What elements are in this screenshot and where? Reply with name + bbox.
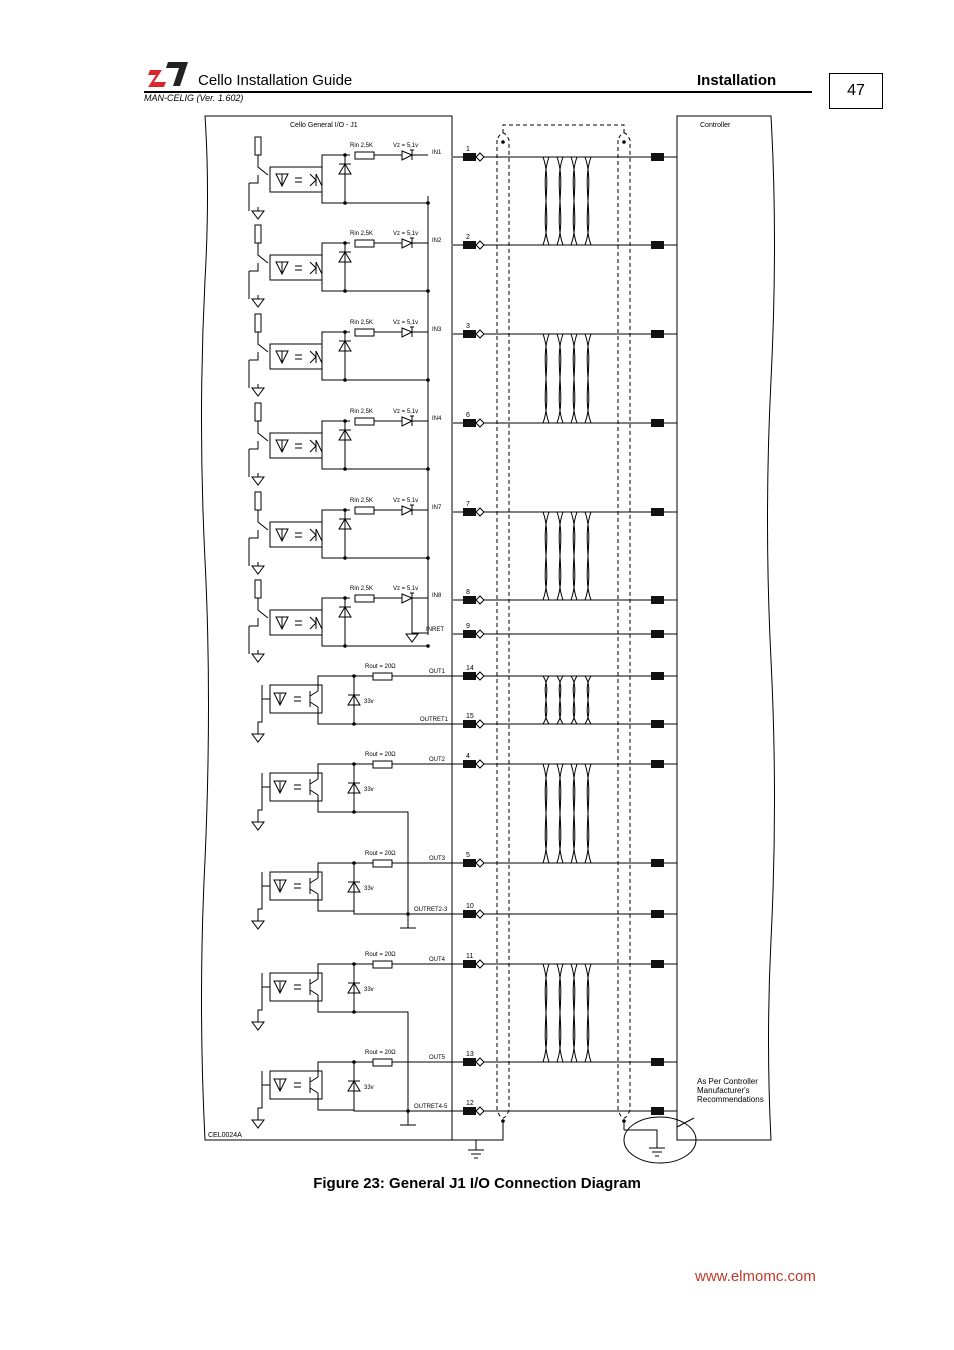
ground-wire <box>258 713 262 730</box>
signal-label: IN1 <box>432 150 442 156</box>
led-icon <box>276 351 288 363</box>
connector-pin <box>463 596 476 604</box>
twisted-pair <box>571 964 577 1062</box>
resistor-wire <box>258 332 268 352</box>
output-transistor-icon <box>310 878 318 894</box>
note-line-1: As Per Controller <box>697 1077 758 1086</box>
vz-label: Vz = 5,1v <box>393 320 419 326</box>
vz-label: Vz = 5,1v <box>393 143 419 149</box>
note-line-3: Recommendations <box>697 1095 764 1104</box>
rin-label: Rin 2,5K <box>350 231 374 237</box>
controller-pin <box>651 760 664 768</box>
output-wire <box>318 1062 373 1077</box>
led-icon <box>276 262 288 274</box>
controller-pin <box>651 596 664 604</box>
connector-pin <box>463 630 476 638</box>
pin-number: 3 <box>466 323 470 330</box>
output-optocoupler-box <box>270 1071 322 1099</box>
opto-input-wire <box>262 973 270 1001</box>
signal-label: IN4 <box>432 416 442 422</box>
ground-wire <box>258 1099 262 1116</box>
led-icon <box>276 617 288 629</box>
optocoupler-box <box>270 522 322 547</box>
pull-resistor <box>255 314 261 332</box>
shield-drain <box>476 1121 503 1140</box>
controller-pin <box>651 859 664 867</box>
document-id: MAN-CELIG (Ver. 1.602) <box>144 93 244 103</box>
ground-icon <box>252 207 264 219</box>
ground-wire <box>258 900 262 917</box>
led-icon <box>276 529 288 541</box>
junction-dot <box>352 1010 356 1014</box>
opto-input-wire <box>262 1071 270 1099</box>
controller-pin <box>651 241 664 249</box>
twisted-pair <box>571 157 577 245</box>
output-resistor <box>373 1059 392 1066</box>
optocoupler-box <box>270 433 322 458</box>
connector-pin <box>463 330 476 338</box>
signal-label: OUTRET1 <box>420 717 449 723</box>
pin-number: 5 <box>466 852 470 859</box>
pin-number: 11 <box>466 953 474 960</box>
ground-icon <box>252 562 264 574</box>
pin-number: 10 <box>466 903 474 910</box>
output-optocoupler-box <box>270 685 322 713</box>
rout-label: Rout = 20Ω <box>365 952 396 958</box>
led-icon <box>274 981 286 993</box>
connector-socket <box>476 241 484 249</box>
twisted-pair <box>557 676 563 724</box>
connector-pin <box>463 672 476 680</box>
controller-pin <box>651 1058 664 1066</box>
photo-transistor-icon <box>310 440 322 452</box>
connector-pin <box>463 241 476 249</box>
twisted-pair <box>543 157 549 245</box>
pull-resistor <box>255 225 261 243</box>
ground-wire <box>249 530 258 566</box>
zener-label: 33v <box>364 886 374 892</box>
protection-diode-icon <box>339 598 351 646</box>
junction-dot <box>426 644 430 648</box>
signal-label: OUTRET4-5 <box>414 1104 448 1110</box>
input-resistor <box>355 240 374 247</box>
j1-io-connection-diagram <box>196 110 796 1170</box>
junction-dot <box>352 810 356 814</box>
twisted-pair <box>585 676 591 724</box>
header-rule <box>144 91 812 93</box>
light-arrow-icon <box>294 884 301 888</box>
light-arrow-icon <box>295 266 302 270</box>
connector-pin <box>463 1058 476 1066</box>
output-zener-icon <box>348 764 360 812</box>
output-transistor-icon <box>310 691 318 707</box>
opto-wire <box>322 155 350 203</box>
rin-label: Rin 2,5K <box>350 586 374 592</box>
input-resistor <box>355 152 374 159</box>
led-icon <box>274 1079 286 1091</box>
output-optocoupler-box <box>270 973 322 1001</box>
page-number: 47 <box>847 82 865 99</box>
photo-transistor-icon <box>310 529 322 541</box>
shield-left <box>497 133 509 1118</box>
light-arrow-icon <box>295 444 302 448</box>
controller-pin <box>651 910 664 918</box>
connector-pin <box>463 1107 476 1115</box>
twisted-pair <box>585 964 591 1062</box>
output-resistor <box>373 860 392 867</box>
signal-label: IN8 <box>432 593 442 599</box>
section-title: Installation <box>697 72 777 89</box>
twisted-pair <box>585 764 591 863</box>
pull-resistor <box>255 137 261 155</box>
twisted-pair <box>571 512 577 600</box>
signal-label: OUTRET2-3 <box>414 907 448 913</box>
optocoupler-box <box>270 610 322 635</box>
optocoupler-box <box>270 167 322 192</box>
output-optocoupler-box <box>270 773 322 801</box>
output-wire <box>318 863 373 878</box>
pull-resistor <box>255 403 261 421</box>
ground-icon <box>252 1018 264 1030</box>
twisted-pair <box>543 334 549 423</box>
connector-socket <box>476 760 484 768</box>
opto-input-wire <box>262 872 270 900</box>
light-arrow-icon <box>295 621 302 625</box>
junction-dot <box>352 722 356 726</box>
resistor-wire <box>258 421 268 441</box>
shield-right <box>618 133 630 1118</box>
signal-label: OUT3 <box>429 856 446 862</box>
zener-label: 33v <box>364 987 374 993</box>
opto-input-wire <box>262 685 270 713</box>
photo-transistor-icon <box>310 174 322 186</box>
output-optocoupler-box <box>270 872 322 900</box>
signal-label: OUT1 <box>429 669 446 675</box>
junction-dot <box>352 674 356 678</box>
twisted-pair <box>585 334 591 423</box>
output-resistor <box>373 761 392 768</box>
photo-transistor-icon <box>310 351 322 363</box>
controller-pin <box>651 508 664 516</box>
ground-icon <box>252 650 264 662</box>
connector-socket <box>476 419 484 427</box>
controller-pin <box>651 419 664 427</box>
output-zener-icon <box>348 863 360 911</box>
controller-pin <box>651 153 664 161</box>
ground-wire <box>249 263 258 299</box>
twisted-pair <box>557 764 563 863</box>
pin-number: 14 <box>466 665 474 672</box>
controller-pin <box>651 1107 664 1115</box>
connector-socket <box>476 1107 484 1115</box>
controller-pin <box>651 630 664 638</box>
controller-pin <box>651 672 664 680</box>
signal-label: IN3 <box>432 327 442 333</box>
connector-socket <box>476 672 484 680</box>
zener-label: 33v <box>364 1085 374 1091</box>
connector-socket <box>476 330 484 338</box>
junction-dot <box>352 762 356 766</box>
ground-wire <box>249 352 258 388</box>
twisted-pair <box>571 676 577 724</box>
elmo-logo-icon <box>148 58 190 88</box>
resistor-wire <box>258 155 268 175</box>
output-wire <box>318 676 373 691</box>
ground-icon <box>252 818 264 830</box>
light-arrow-icon <box>294 785 301 789</box>
ground-icon <box>252 384 264 396</box>
twisted-pair <box>571 764 577 863</box>
pin-number: 8 <box>466 589 470 596</box>
junction-dot <box>343 153 347 157</box>
connector-socket <box>476 960 484 968</box>
twisted-pair <box>557 964 563 1062</box>
junction-dot <box>501 140 505 144</box>
output-transistor-icon <box>310 779 318 795</box>
ground-line <box>400 914 416 928</box>
connector-socket <box>476 508 484 516</box>
pull-resistor <box>255 580 261 598</box>
ground-icon <box>406 630 418 642</box>
ground-icon <box>252 1116 264 1128</box>
drawing-id: CEL0024A <box>208 1132 242 1139</box>
output-return-wire <box>318 795 354 812</box>
connector-pin <box>463 419 476 427</box>
rout-label: Rout = 20Ω <box>365 664 396 670</box>
pin-number: 13 <box>466 1051 474 1058</box>
input-resistor <box>355 329 374 336</box>
page-number-box <box>829 73 883 109</box>
twisted-pair <box>543 676 549 724</box>
light-arrow-icon <box>295 533 302 537</box>
output-resistor <box>373 673 392 680</box>
ground-wire <box>249 618 258 654</box>
connector-pin <box>463 720 476 728</box>
signal-label: OUT4 <box>429 957 446 963</box>
optocoupler-box <box>270 344 322 369</box>
connector-pin <box>463 910 476 918</box>
output-return-wire <box>318 707 354 724</box>
twisted-pair <box>585 512 591 600</box>
pin-number: 9 <box>466 623 470 630</box>
rout-label: Rout = 20Ω <box>365 752 396 758</box>
photo-transistor-icon <box>310 617 322 629</box>
output-return-wire <box>318 1093 354 1110</box>
photo-transistor-icon <box>310 262 322 274</box>
zener-label: 33v <box>364 699 374 705</box>
opto-wire <box>322 332 350 380</box>
junction-dot <box>343 508 347 512</box>
rin-label: Rin 2,5K <box>350 143 374 149</box>
junction-dot <box>343 241 347 245</box>
junction-dot <box>343 419 347 423</box>
ground-icon <box>252 730 264 742</box>
figure-caption: Figure 23: General J1 I/O Connection Diagram <box>313 1175 641 1192</box>
input-resistor <box>355 507 374 514</box>
opto-input-wire <box>262 773 270 801</box>
ground-wire <box>249 175 258 211</box>
pin-number: 7 <box>466 501 470 508</box>
opto-wire <box>322 421 350 469</box>
twisted-pair <box>543 512 549 600</box>
input-resistor <box>355 418 374 425</box>
connector-pin <box>463 960 476 968</box>
ground-line <box>400 1111 416 1125</box>
connector-pin <box>463 153 476 161</box>
led-icon <box>274 880 286 892</box>
rout-label: Rout = 20Ω <box>365 851 396 857</box>
input-resistor <box>355 595 374 602</box>
ground-icon <box>252 473 264 485</box>
output-resistor <box>373 961 392 968</box>
opto-wire <box>322 243 350 291</box>
twisted-pair <box>543 764 549 863</box>
vz-label: Vz = 5,1v <box>393 409 419 415</box>
connector-socket <box>476 1058 484 1066</box>
output-return-wire <box>318 995 354 1012</box>
twisted-pair <box>557 512 563 600</box>
ground-wire <box>258 1001 262 1018</box>
output-zener-icon <box>348 964 360 1012</box>
connector-socket <box>476 910 484 918</box>
pull-resistor <box>255 492 261 510</box>
vz-label: Vz = 5,1v <box>393 498 419 504</box>
connector-socket <box>476 859 484 867</box>
resistor-wire <box>258 510 268 530</box>
connector-socket <box>476 596 484 604</box>
output-transistor-icon <box>310 1077 318 1093</box>
controller-pin <box>651 720 664 728</box>
controller-title: Controller <box>700 122 731 129</box>
outret-wire <box>354 1110 453 1111</box>
light-arrow-icon <box>294 985 301 989</box>
connector-socket <box>476 630 484 638</box>
pin-number: 1 <box>466 146 470 153</box>
light-arrow-icon <box>294 1083 301 1087</box>
output-return-wire <box>318 894 354 911</box>
pin-number: 4 <box>466 753 470 760</box>
opto-wire <box>322 598 350 646</box>
resistor-wire <box>258 598 268 618</box>
resistor-wire <box>258 243 268 263</box>
connector-socket <box>476 720 484 728</box>
output-transistor-icon <box>310 979 318 995</box>
rin-label: Rin 2,5K <box>350 409 374 415</box>
light-arrow-icon <box>295 178 302 182</box>
led-icon <box>274 693 286 705</box>
output-zener-icon <box>348 1062 360 1110</box>
signal-label: OUT2 <box>429 757 446 763</box>
junction-dot <box>343 330 347 334</box>
zener-label: 33v <box>364 787 374 793</box>
pin-number: 6 <box>466 412 470 419</box>
protection-diode-icon <box>339 155 351 203</box>
led-icon <box>274 781 286 793</box>
connector-pin <box>463 508 476 516</box>
opto-wire <box>322 510 350 558</box>
pin-number: 15 <box>466 713 474 720</box>
protection-diode-icon <box>339 421 351 469</box>
output-wire <box>318 764 373 779</box>
junction-dot <box>352 1060 356 1064</box>
light-arrow-icon <box>294 697 301 701</box>
led-icon <box>276 174 288 186</box>
junction-dot <box>343 596 347 600</box>
j1-title: Cello General I/O - J1 <box>290 122 358 129</box>
twisted-pair <box>557 157 563 245</box>
vz-label: Vz = 5,1v <box>393 231 419 237</box>
rout-label: Rout = 20Ω <box>365 1050 396 1056</box>
connector-pin <box>463 760 476 768</box>
signal-label: IN7 <box>432 505 442 511</box>
protection-diode-icon <box>339 510 351 558</box>
signal-label: OUT5 <box>429 1055 446 1061</box>
twisted-pair <box>571 334 577 423</box>
note-line-2: Manufacturer's <box>697 1086 750 1095</box>
ground-wire <box>249 441 258 477</box>
connector-pin <box>463 859 476 867</box>
twisted-pair <box>585 157 591 245</box>
signal-label: INRET <box>426 627 444 633</box>
controller-pin <box>651 960 664 968</box>
rin-label: Rin 2,5K <box>350 498 374 504</box>
junction-dot <box>352 861 356 865</box>
pin-number: 2 <box>466 234 470 241</box>
controller-pin <box>651 330 664 338</box>
footer-url[interactable]: www.elmomc.com <box>695 1268 816 1285</box>
twisted-pair <box>543 964 549 1062</box>
junction-dot <box>352 962 356 966</box>
vz-label: Vz = 5,1v <box>393 586 419 592</box>
protection-diode-icon <box>339 243 351 291</box>
signal-label: IN2 <box>432 238 442 244</box>
output-zener-icon <box>348 676 360 724</box>
protection-diode-icon <box>339 332 351 380</box>
connector-socket <box>476 153 484 161</box>
led-icon <box>276 440 288 452</box>
ground-icon <box>252 295 264 307</box>
junction-dot <box>622 140 626 144</box>
optocoupler-box <box>270 255 322 280</box>
ground-wire <box>258 801 262 818</box>
output-wire <box>318 964 373 979</box>
guide-title: Cello Installation Guide <box>198 72 353 89</box>
twisted-pair <box>557 334 563 423</box>
rin-label: Rin 2,5K <box>350 320 374 326</box>
light-arrow-icon <box>295 355 302 359</box>
ground-icon <box>252 917 264 929</box>
pin-number: 12 <box>466 1100 474 1107</box>
